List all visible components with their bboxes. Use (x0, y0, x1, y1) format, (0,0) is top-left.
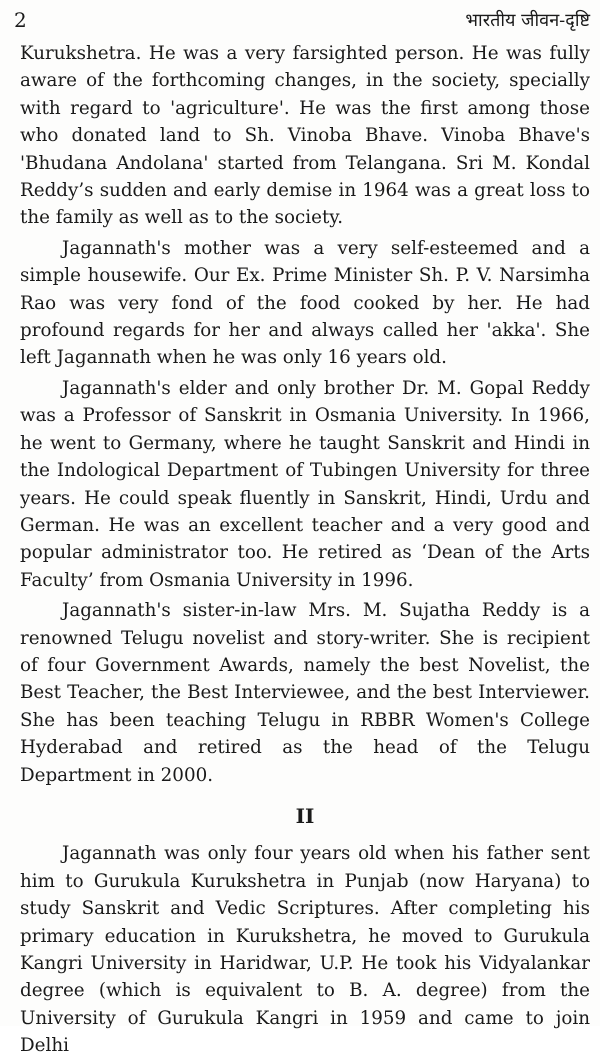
paragraph-1: Kurukshetra. He was a very farsighted person. He was fully aware of the forthcoming changes, in the society, specially with regard to 'agriculture'. He was the first among those who donated land to Sh. Vinoba Bhave. Vinoba Bhave's 'Bhudana Andolana' started from Telangana. Sri M. Kondal Reddy’s sudden and early demise in 1964 was a great loss to the family as well as to the society. (20, 43, 590, 229)
paragraph-4: Jagannath's sister-in-law Mrs. M. Sujatha Reddy is a renowned Telugu novelist and story-writer. She is recipient of four Government Awards, namely the best Novelist, the Best Teacher, the Best Interviewee, and the best Interviewer. She has been teaching Telugu in RBBR Women's College Hyderabad and retired as the head of the Telugu Department in 2000. (20, 600, 590, 786)
paragraph-5: Jagannath was only four years old when his father sent him to Gurukula Kurukshetra in Punjab (now Haryana) to study Sanskrit and Vedic Scriptures. After completing his primary education in Kurukshetra, he moved to Gurukula Kangri University in Haridwar, U.P. He took his Vidyalankar degree (which is equivalent to B. A. degree) from the University of Gurukula Kangri in 1959 and came to join Delhi (20, 843, 590, 1057)
running-head: भारतीय जीवन-दृष्टि (465, 10, 590, 31)
paragraph-3: Jagannath's elder and only brother Dr. M. Gopal Reddy was a Professor of Sanskrit in Osmania University. In 1966, he went to Germany, where he taught Sanskrit and Hindi in the Indological Department of Tubingen University for three years. He could speak fluently in Sanskrit, Hindi, Urdu and German. He was an excellent teacher and a very good and popular administrator too. He retired as ‘Dean of the Arts Faculty’ from Osmania University in 1996. (20, 377, 590, 591)
page-number: 2 (14, 8, 27, 32)
paragraph-2: Jagannath's mother was a very self-esteemed and a simple housewife. Our Ex. Prime Minister Sh. P. V. Narsimha Rao was very fond of the food cooked by her. He had profound regards for her and always called her 'akka'. She left Jagannath when he was only 16 years old. (20, 237, 590, 369)
body-text (20, 40, 590, 1060)
page-header (14, 6, 590, 38)
section-heading: II (295, 803, 315, 828)
